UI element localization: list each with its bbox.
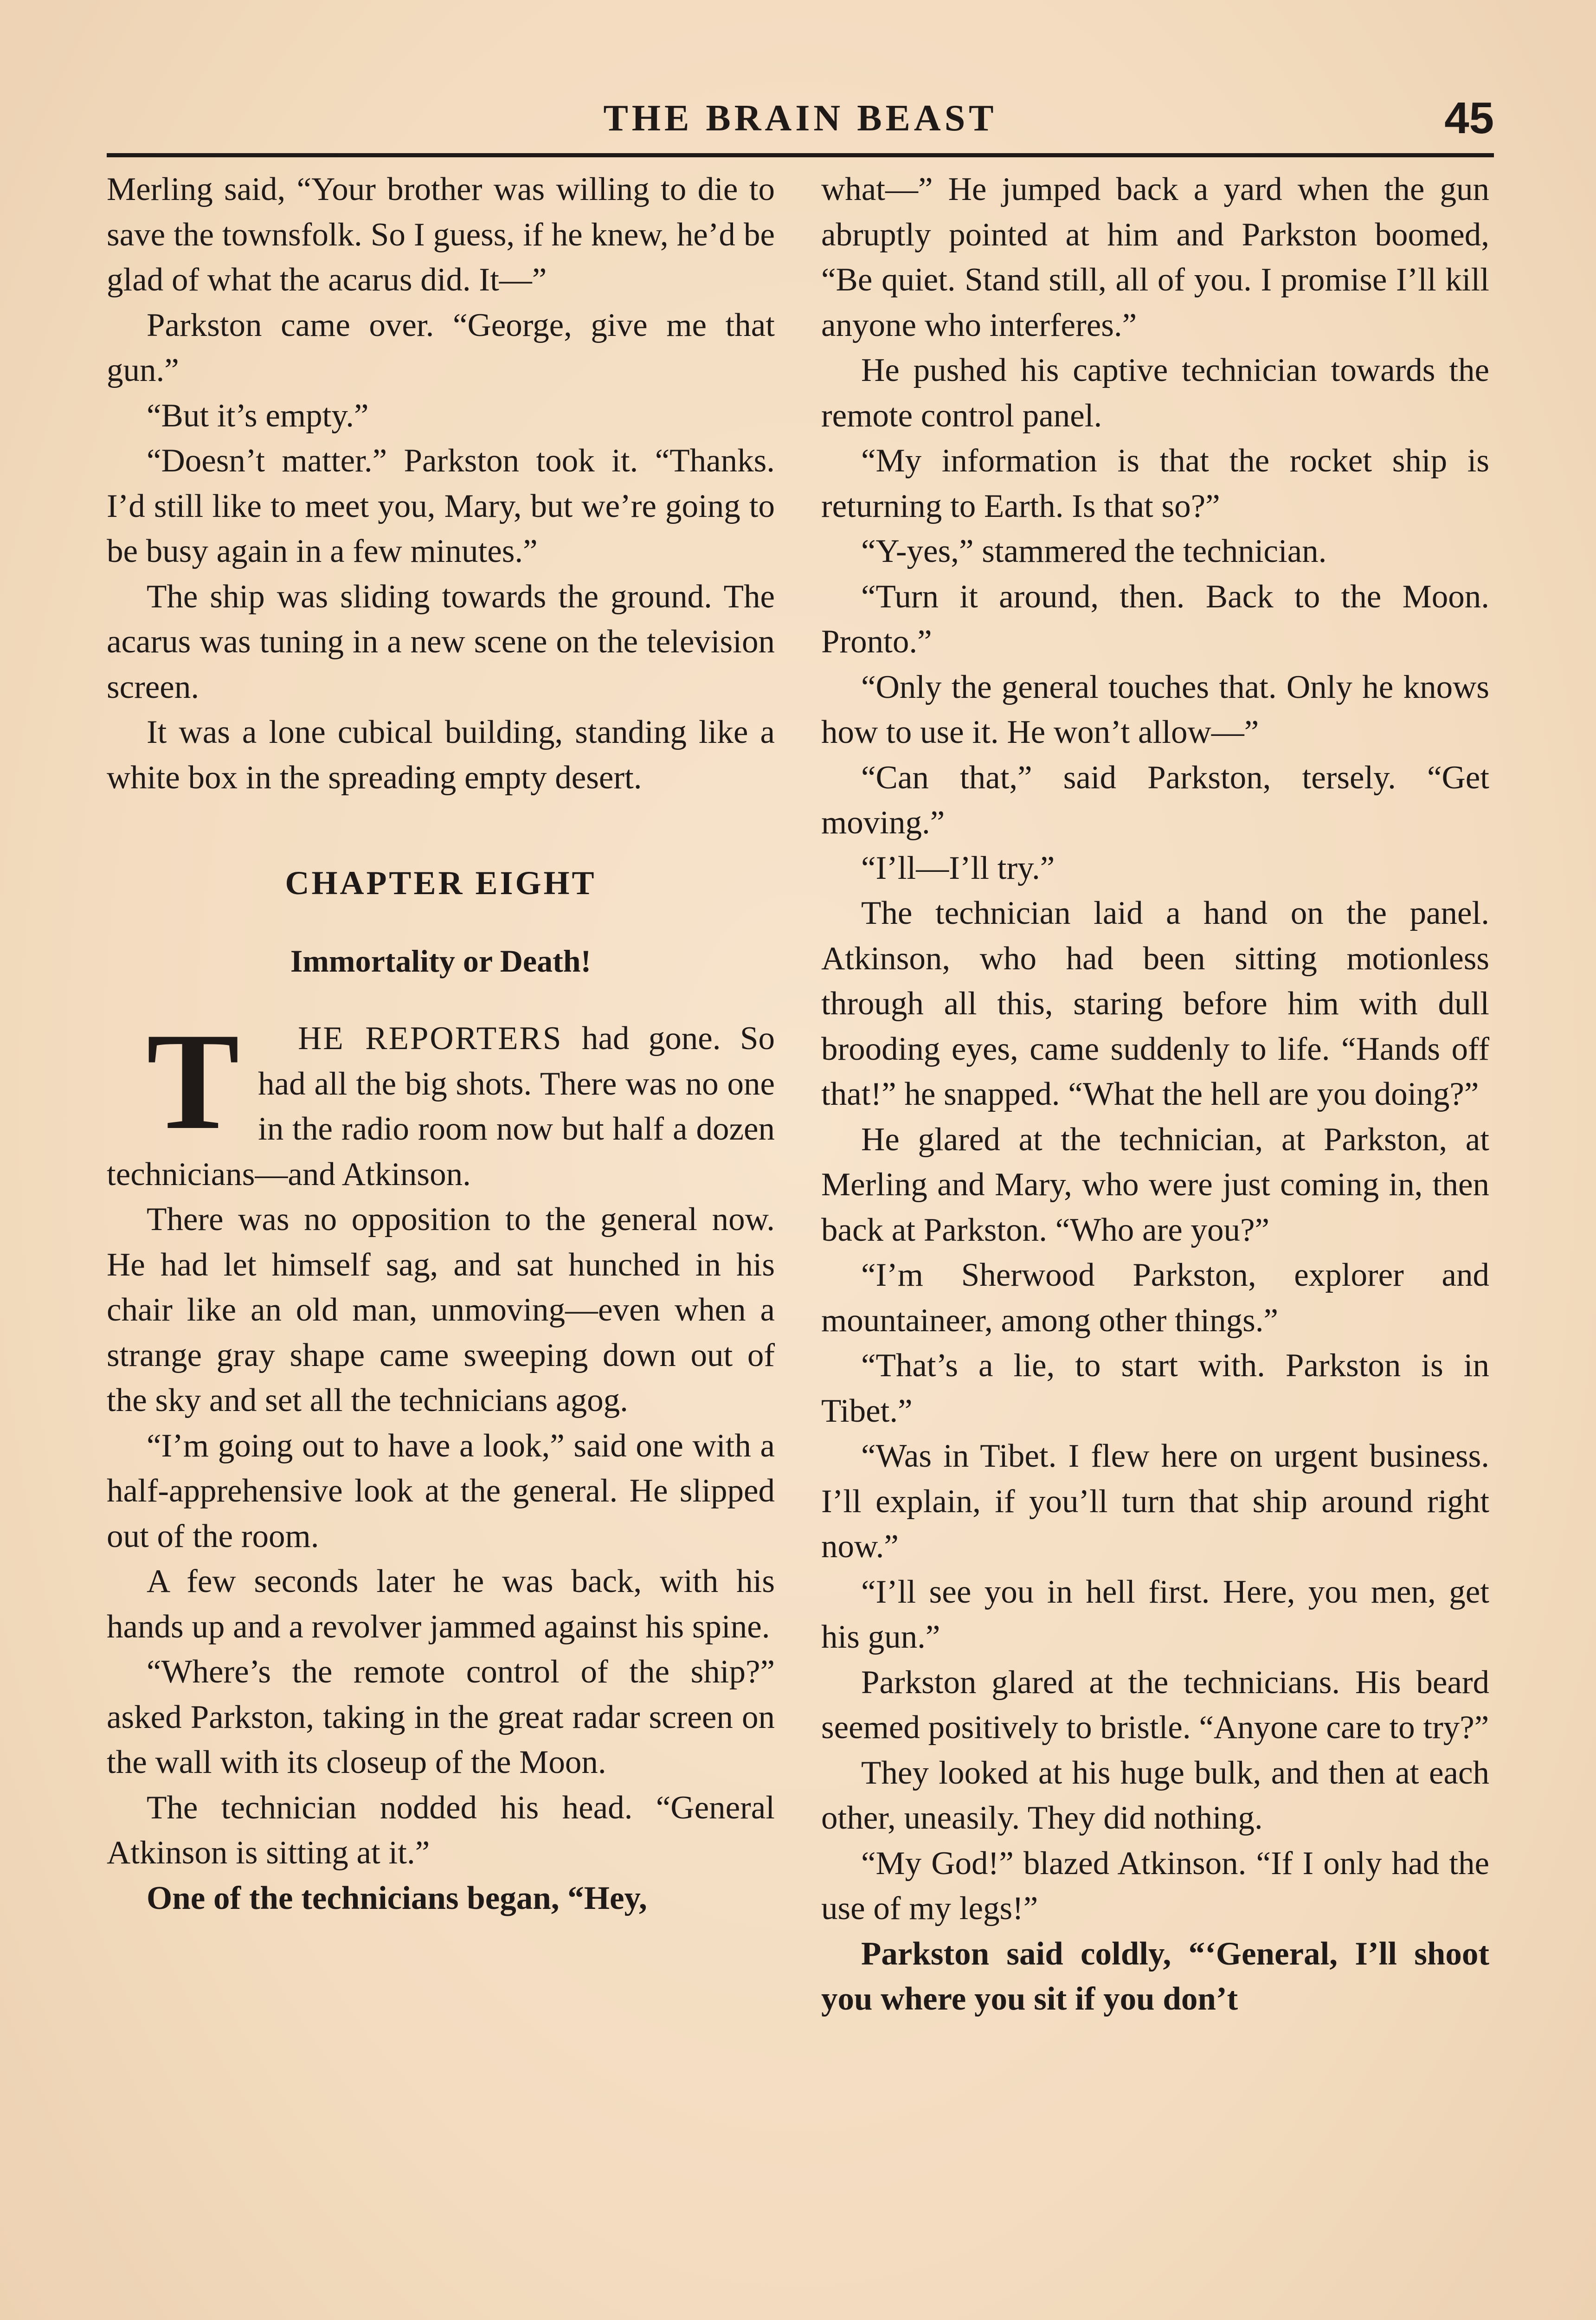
paragraph: Parkston came over. “George, give me that gun.” (107, 307, 775, 388)
right-column (821, 167, 1489, 2022)
paragraph: “Where’s the remote control of the ship?” asked Parkston, taking in the great radar screen on the wall with its closeup of the Moon. (107, 1654, 775, 1780)
paragraph: One of the technicians began, “Hey, (147, 1880, 647, 1916)
left-column (107, 167, 775, 1921)
paragraph: “Turn it around, then. Back to the Moon. Pronto.” (821, 578, 1489, 660)
paragraph: He pushed his captive technician towards the remote control panel. (821, 352, 1489, 434)
opening-small-caps: HE REPORTERS (298, 1020, 563, 1057)
paragraph: “I’ll—I’ll try.” (861, 850, 1055, 886)
paragraph: “Only the general touches that. Only he knows how to use it. He won’t allow—” (821, 669, 1489, 750)
paragraph: The technician laid a hand on the panel. Atkinson, who had been sitting motionless through all this, staring before him with dull brooding eyes, came suddenly to life. “Hands off that!” he snapped. “What the hell are you doing?” (821, 895, 1489, 1112)
paragraph: “But it’s empty.” (147, 397, 369, 434)
paragraph: He glared at the technician, at Parkston, at Merling and Mary, who were just coming in, then back at Parkston. “Who are you?” (821, 1121, 1489, 1248)
paragraph: “I’m Sherwood Parkston, explorer and mountaineer, among other things.” (821, 1257, 1489, 1339)
paragraph: There was no opposition to the general now. He had let himself sag, and sat hunched in his chair like an old man, unmoving—even when a strange gray shape came sweeping down out of the sky and set all the technicians agog. (107, 1201, 775, 1418)
chapter-subtitle: Immortality or Death! (290, 943, 592, 979)
chapter-opening-paragraph (107, 1004, 775, 1197)
paragraph: Parkston said coldly, “‘General, I’ll shoot you where you sit if you don’t (821, 1935, 1489, 2017)
paragraph: “Can that,” said Parkston, tersely. “Get moving.” (821, 759, 1489, 841)
paragraph: It was a lone cubical building, standing like a white box in the spreading empty desert. (107, 714, 775, 796)
running-title: THE BRAIN BEAST (603, 98, 998, 139)
paragraph: “I’ll see you in hell first. Here, you men, get his gun.” (821, 1573, 1489, 1655)
paragraph: what—” He jumped back a yard when the gun abruptly pointed at him and Parkston boomed, “Be quiet. Stand still, all of you. I promise I’ll kill anyone who interferes.” (821, 171, 1489, 343)
paragraph: The technician nodded his head. “General Atkinson is sitting at it.” (107, 1789, 775, 1871)
opening-text: had gone. So had all the big shots. There was no one in the radio room now but half a dozen technicians—and Atkinson. (107, 1020, 775, 1192)
paragraph: “That’s a lie, to start with. Parkston is in Tibet.” (821, 1347, 1489, 1429)
paragraph: The ship was sliding towards the ground. The acarus was tuning in a new scene on the television screen. (107, 578, 775, 705)
paragraph: Merling said, “Your brother was willing to die to save the townsfolk. So I guess, if he knew, he’d be glad of what the acarus did. It—” (107, 171, 775, 298)
paragraph: “Was in Tibet. I flew here on urgent business. I’ll explain, if you’ll turn that ship around right now.” (821, 1438, 1489, 1565)
paragraph: A few seconds later he was back, with his hands up and a revolver jammed against his spine. (107, 1563, 775, 1645)
paragraph: They looked at his huge bulk, and then at each other, uneasily. They did nothing. (821, 1754, 1489, 1836)
chapter-heading: CHAPTER EIGHT (285, 864, 597, 902)
page-number: 45 (1444, 93, 1494, 143)
paragraph: “Doesn’t matter.” Parkston took it. “Thanks. I’d still like to meet you, Mary, but we’re going to be busy again in a few minutes.” (107, 443, 775, 569)
paragraph: “My information is that the rocket ship is returning to Earth. Is that so?” (821, 443, 1489, 524)
page-header (107, 88, 1494, 157)
paragraph: “Y-yes,” stammered the technician. (861, 533, 1327, 569)
paragraph: Parkston glared at the technicians. His beard seemed positively to bristle. “Anyone care to try?” (821, 1664, 1489, 1746)
drop-cap: T (147, 1004, 240, 1158)
paragraph: “I’m going out to have a look,” said one with a half-apprehensive look at the general. He slipped out of the room. (107, 1427, 775, 1554)
paragraph: “My God!” blazed Atkinson. “If I only had the use of my legs!” (821, 1845, 1489, 1927)
